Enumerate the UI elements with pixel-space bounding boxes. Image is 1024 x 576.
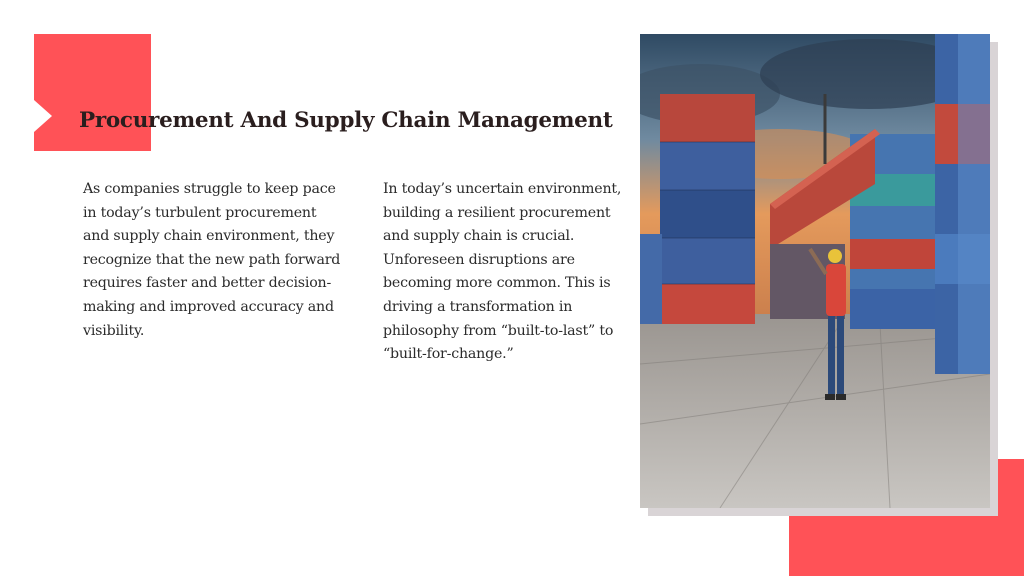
container-yard-photo — [640, 34, 990, 508]
accent-block-top-left — [34, 34, 151, 151]
paragraph-left: As companies struggle to keep pace in today’s turbulent procurement and supply chain environment, they recognize that the new path forward requires faster and better decision-making and improved accuracy and visibility. — [83, 181, 341, 339]
paragraph-right: In today’s uncertain environment, building a resilient procurement and supply chain is crucial. Unforeseen disruptions are becoming more common. This is driving a transformation in philosophy from “built-to-last” to “built-for-change.” — [383, 181, 622, 363]
photo-shipping-containers-worker-icon — [640, 34, 990, 508]
slide-title: Procurement And Supply Chain Management — [79, 108, 613, 133]
accent-notch — [34, 100, 52, 132]
